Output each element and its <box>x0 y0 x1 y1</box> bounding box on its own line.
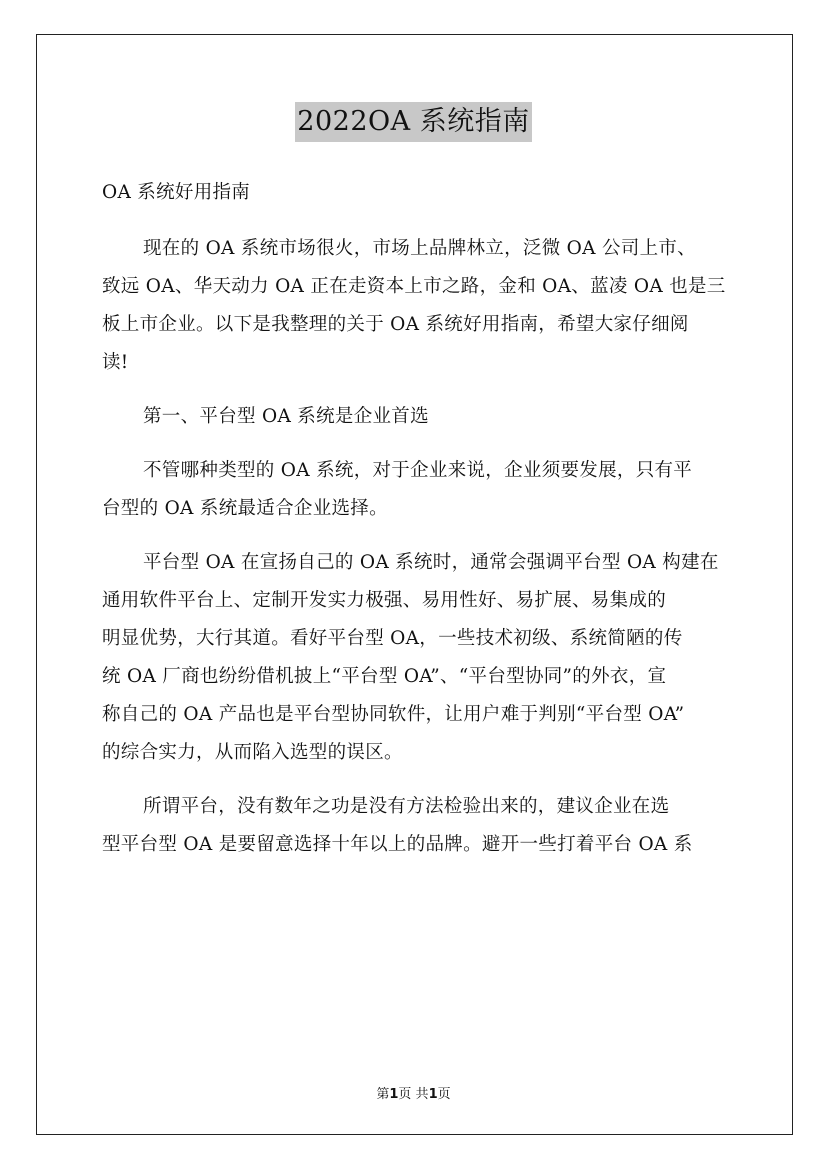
text-line: 不管哪种类型的 OA 系统，对于企业来说，企业须要发展，只有平 <box>143 460 693 481</box>
footer-mid: 页 共 <box>398 1087 429 1102</box>
text-line: 板上市企业。以下是我整理的关于 OA 系统好用指南，希望大家仔细阅 <box>102 314 689 335</box>
page-footer <box>0 1083 827 1102</box>
text-line: 台型的 OA 系统最适合企业选择。 <box>102 498 388 519</box>
paragraph <box>102 544 727 772</box>
footer-suffix: 页 <box>437 1087 451 1102</box>
footer-page-total: 1 <box>428 1087 438 1102</box>
text-line: 致远 OA、华天动力 OA 正在走资本上市之路，金和 OA、蓝凌 OA 也是三 <box>102 276 726 297</box>
footer-prefix: 第 <box>376 1087 390 1102</box>
text-line: 读! <box>102 352 129 373</box>
text-line: 第一、平台型 OA 系统是企业首选 <box>143 406 429 427</box>
text-line: 通用软件平台上、定制开发实力极强、易用性好、易扩展、易集成的 <box>102 590 667 611</box>
paragraph <box>102 398 727 436</box>
paragraph <box>102 452 727 528</box>
paragraph <box>102 788 727 864</box>
text-line: 所谓平台，没有数年之功是没有方法检验出来的，建议企业在选 <box>143 796 670 817</box>
text-line: 的综合实力，从而陷入选型的误区。 <box>102 742 403 763</box>
paragraph <box>102 230 727 382</box>
footer-page-number: 1 <box>389 1087 399 1102</box>
text-line: 平台型 OA 在宣扬自己的 OA 系统时，通常会强调平台型 OA 构建在 <box>143 552 719 573</box>
text-line: OA 系统好用指南 <box>102 182 251 203</box>
text-line: 明显优势，大行其道。看好平台型 OA，一些技术初级、系统简陋的传 <box>102 628 683 649</box>
document-body <box>102 174 727 880</box>
text-line: 统 OA 厂商也纷纷借机披上“平台型 OA”、“平台型协同”的外衣，宣 <box>102 666 667 687</box>
text-line: 型平台型 OA 是要留意选择十年以上的品牌。避开一些打着平台 OA 系 <box>102 834 693 855</box>
document-title: 2022OA 系统指南 <box>295 102 531 142</box>
text-line: 现在的 OA 系统市场很火，市场上品牌林立，泛微 OA 公司上市、 <box>143 238 696 259</box>
text-line: 称自己的 OA 产品也是平台型协同软件，让用户难于判别“平台型 OA” <box>102 704 685 725</box>
paragraph <box>102 174 727 212</box>
title-wrap <box>0 102 827 142</box>
